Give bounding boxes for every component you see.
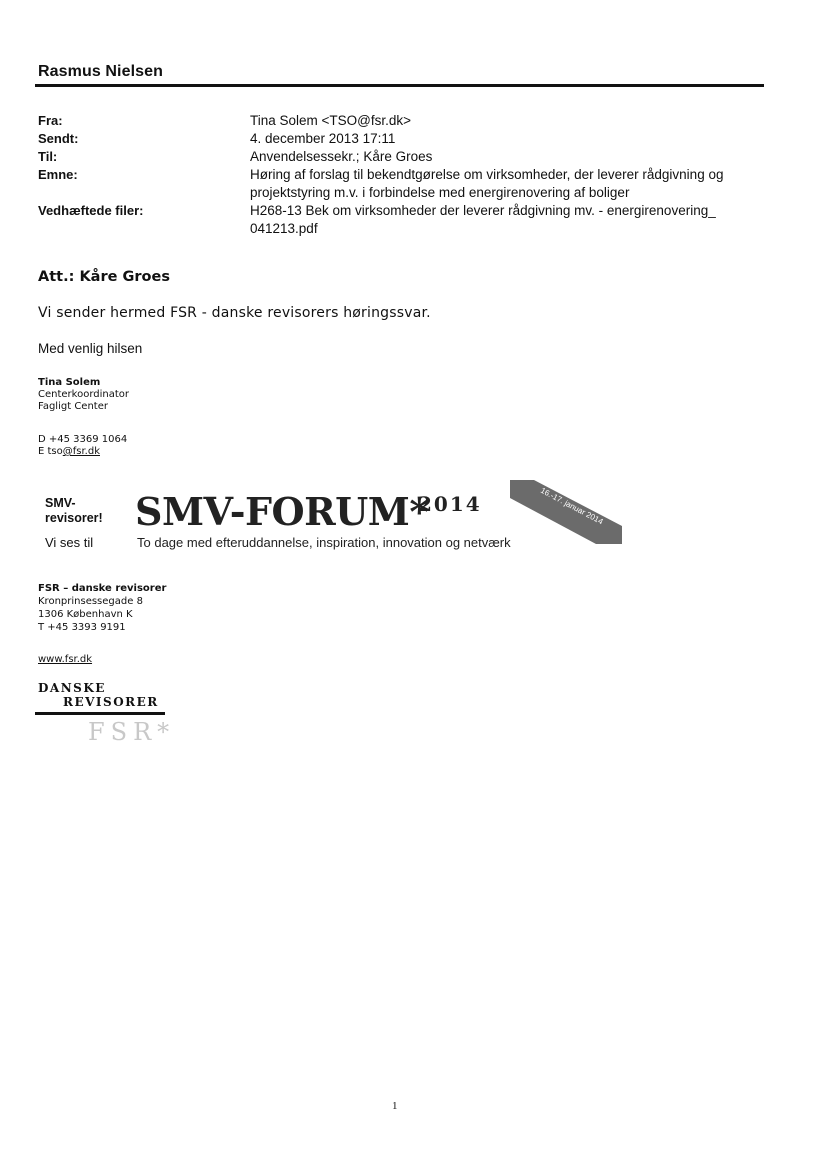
signature-email <box>38 446 100 458</box>
attachments-label: Vedhæftede filer: <box>38 203 144 218</box>
signature-department: Fagligt Center <box>38 401 108 412</box>
company-name-text: FSR – danske revisorer <box>38 583 167 594</box>
message-text: Vi sender hermed FSR - danske revisorers høringssvar. <box>38 305 431 321</box>
attachment-value-line1: H268-13 Bek om virksomheder der leverer rådgivning mv. - energirenovering_ <box>250 203 716 218</box>
subject-value-line1: Høring af forslag til bekendtgørelse om virksomheder, der leverer rådgivning og <box>250 167 724 182</box>
logo-line1: DANSKE <box>38 681 106 695</box>
ribbon-shape <box>510 480 622 544</box>
email-prefix: E tso <box>38 446 63 457</box>
from-value: Tina Solem <TSO@fsr.dk> <box>250 113 412 128</box>
banner-year: 2014 <box>418 492 482 516</box>
subject-value-line2: projektstyring m.v. i forbindelse med energirenovering af boliger <box>250 185 630 200</box>
logo-rule <box>35 712 165 715</box>
signature-phone: D +45 3369 1064 <box>38 434 128 445</box>
page-number: 1 <box>392 1100 398 1112</box>
sent-label: Sendt: <box>38 131 79 146</box>
banner-tagline: To dage med efteruddannelse, inspiration, innovation og netværk <box>137 535 511 550</box>
company-website-link[interactable]: www.fsr.dk <box>38 654 93 665</box>
banner-see-you: Vi ses til <box>45 535 94 550</box>
header-rule <box>35 84 764 87</box>
banner-smv-label <box>45 496 103 526</box>
signature-name <box>38 377 100 389</box>
company-name <box>38 583 166 595</box>
date-ribbon <box>510 478 622 544</box>
to-label: Til: <box>38 149 58 164</box>
to-value: Anvendelsessekr.; Kåre Groes <box>250 149 433 164</box>
company-street: Kronprinsessegade 8 <box>38 596 143 607</box>
signature-name-text: Tina Solem <box>38 377 101 388</box>
fsr-logo-mark: FSR* <box>88 718 176 746</box>
from-label: Fra: <box>38 113 63 128</box>
subject-label: Emne: <box>38 167 78 182</box>
banner-left-line1: SMV- <box>45 496 76 510</box>
ribbon-date-text: 16.-17. januar 2014 <box>539 485 605 527</box>
company-phone: T +45 3393 9191 <box>38 622 126 633</box>
email-link[interactable]: @fsr.dk <box>62 446 100 457</box>
logo-line2: REVISORER <box>63 695 159 709</box>
banner-left-line2: revisorer! <box>45 511 103 525</box>
company-city: 1306 København K <box>38 609 133 620</box>
attention-line: Att.: Kåre Groes <box>38 269 170 285</box>
greeting-text: Med venlig hilsen <box>38 341 143 356</box>
owner-name: Rasmus Nielsen <box>38 63 164 80</box>
attachment-value-line2: 041213.pdf <box>250 221 318 236</box>
banner-title[interactable]: SMV-FORUM* <box>135 489 429 534</box>
sent-value: 4. december 2013 17:11 <box>250 131 396 146</box>
signature-title: Centerkoordinator <box>38 389 130 400</box>
